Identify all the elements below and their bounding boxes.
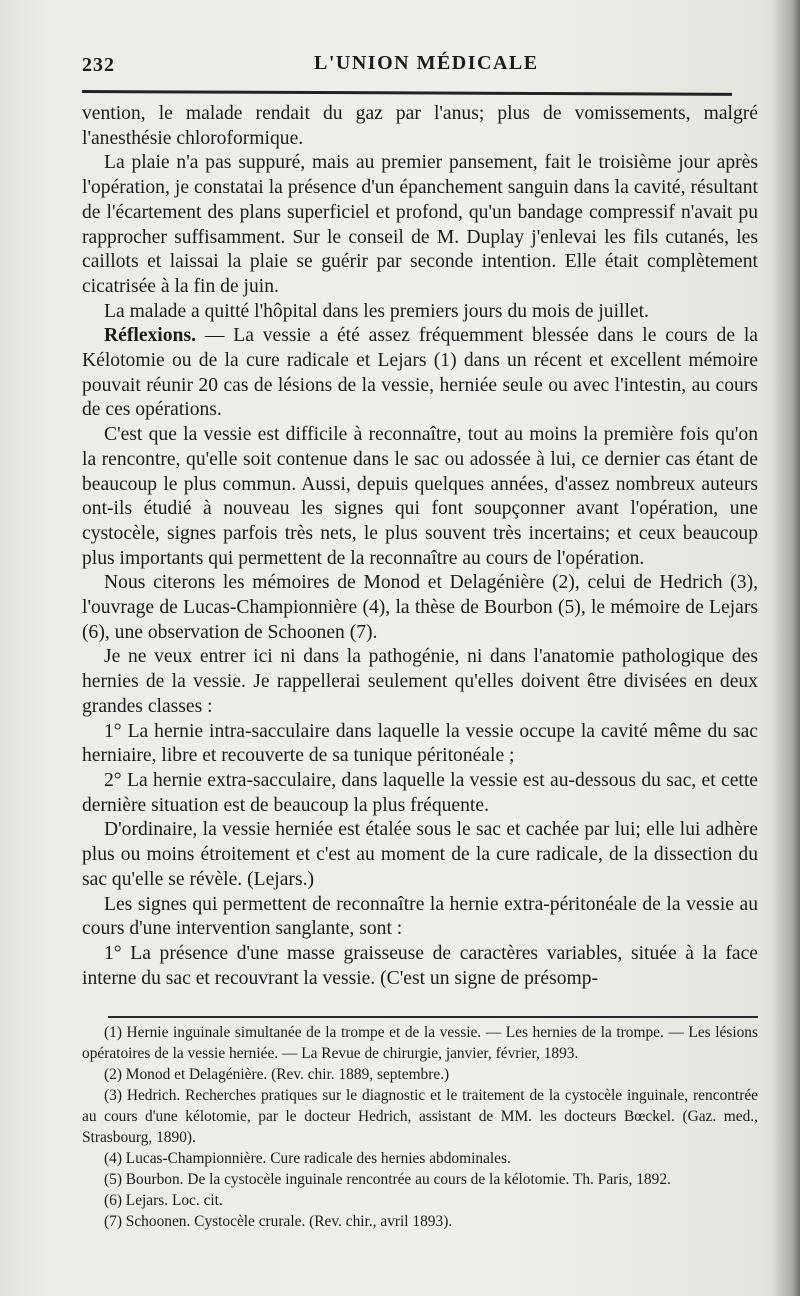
section-lead: Réflexions.	[104, 325, 196, 347]
paragraph: 1° La présence d'une masse graisseuse de caractères variables, située à la face interne du sac et recouvrant la vessie. (C'est un signe de présomp-	[82, 942, 758, 989]
footnote: (5) Bourbon. De la cystocèle inguinale rencontrée au cours de la kélotomie. Th. Paris, 1892.	[104, 1171, 671, 1188]
footnote: (6) Lejars. Loc. cit.	[104, 1192, 223, 1209]
body-text	[82, 102, 758, 991]
paragraph: 1° La hernie intra-sacculaire dans laquelle la vessie occupe la cavité même du sac herniaire, libre et recouverte de sa tunique péritonéale ;	[82, 720, 758, 767]
footnote: (2) Monod et Delagénière. (Rev. chir. 1889, septembre.)	[104, 1066, 450, 1083]
page-header	[82, 48, 722, 78]
paragraph: La plaie n'a pas suppuré, mais au premier pansement, fait le troisième jour après l'opération, je constatai la présence d'un épanchement sanguin dans la cavité, résultant de l'écartement des plans superficiel et profond, qu'un bandage compressif n'avait pu rapprocher suffisamment. Sur le conseil de M. Duplay j'enlevai les fils cutanés, les caillots et laissai la plaie se guérir par seconde intention. Elle était complètement cicatrisée à la fin de juin.	[82, 152, 758, 297]
header-rule	[82, 90, 732, 96]
paragraph: La malade a quitté l'hôpital dans les premiers jours du mois de juillet.	[104, 300, 649, 322]
footnote: (1) Hernie inguinale simultanée de la trompe et de la vessie. — Les hernies de la trompe. — Les lésions opératoires de la vessie herniée. — La Revue de chirurgie, janvier, février, 1893.	[82, 1024, 758, 1062]
footnote: (3) Hedrich. Recherches pratiques sur le diagnostic et le traitement de la cystocèle inguinale, rencontrée au cours d'une kélotomie, par le docteur Hedrich, assistant de MM. les docteurs Bœckel. (Gaz. med., Strasbourg, 1890).	[82, 1087, 758, 1146]
footnote: (7) Schoonen. Cystocèle crurale. (Rev. chir., avril 1893).	[104, 1213, 453, 1230]
paragraph: vention, le malade rendait du gaz par l'anus; plus de vomissements, malgré l'anesthésie chloroformique.	[82, 103, 758, 149]
footnote-rule	[108, 1016, 758, 1018]
paragraph: Je ne veux entrer ici ni dans la pathogénie, ni dans l'anatomie pathologique des hernies de la vessie. Je rappellerai seulement qu'elles doivent être divisées en deux grandes classes :	[82, 646, 758, 717]
footnote: (4) Lucas-Championnière. Cure radicale des hernies abdominales.	[104, 1150, 511, 1167]
footnotes	[82, 1022, 758, 1232]
page-number: 232	[82, 54, 115, 76]
paragraph: 2° La hernie extra-sacculaire, dans laquelle la vessie est au-dessous du sac, et cette dernière situation est de beaucoup la plus fréquente.	[82, 769, 758, 816]
paragraph: D'ordinaire, la vessie herniée est étalée sous le sac et cachée par lui; elle lui adhère plus ou moins étroitement et c'est au moment de la cure radicale, de la dissection du sac qu'elle se révèle. (Lejars.)	[82, 819, 758, 890]
paragraph: Les signes qui permettent de reconnaître la hernie extra-péritonéale de la vessie au cours d'une intervention sanglante, sont :	[82, 893, 758, 940]
running-title: L'UNION MÉDICALE	[314, 52, 539, 74]
page-edge-shadow	[772, 0, 800, 1296]
paragraph: C'est que la vessie est difficile à reconnaître, tout au moins la première fois qu'on la rencontre, qu'elle soit contenue dans le sac ou adossée à lui, ce dernier cas étant de beaucoup le plus commun. Aussi, depuis quelques années, d'assez nombreux auteurs ont-ils étudié à nouveau les signes qui font soupçonner avant l'opération, une cystocèle, signes parfois très nets, le plus souvent très incertains; et ceux beaucoup plus importants qui permettent de la reconnaître au cours de l'opération.	[82, 424, 758, 569]
paragraph-text: — La vessie a été assez fréquemment blessée dans le cours de la Kélotomie ou de la cure radicale et Lejars (1) dans un récent et excellent mémoire pouvait réunir 20 cas de lésions de la vessie, herniée seule ou avec l'intestin, au cours de ces opérations.	[82, 325, 758, 421]
paragraph: Nous citerons les mémoires de Monod et Delagénière (2), celui de Hedrich (3), l'ouvrage de Lucas-Championnière (4), la thèse de Bourbon (5), le mémoire de Lejars (6), une observation de Schoonen (7).	[82, 572, 758, 643]
paragraph-reflexions	[82, 324, 758, 423]
